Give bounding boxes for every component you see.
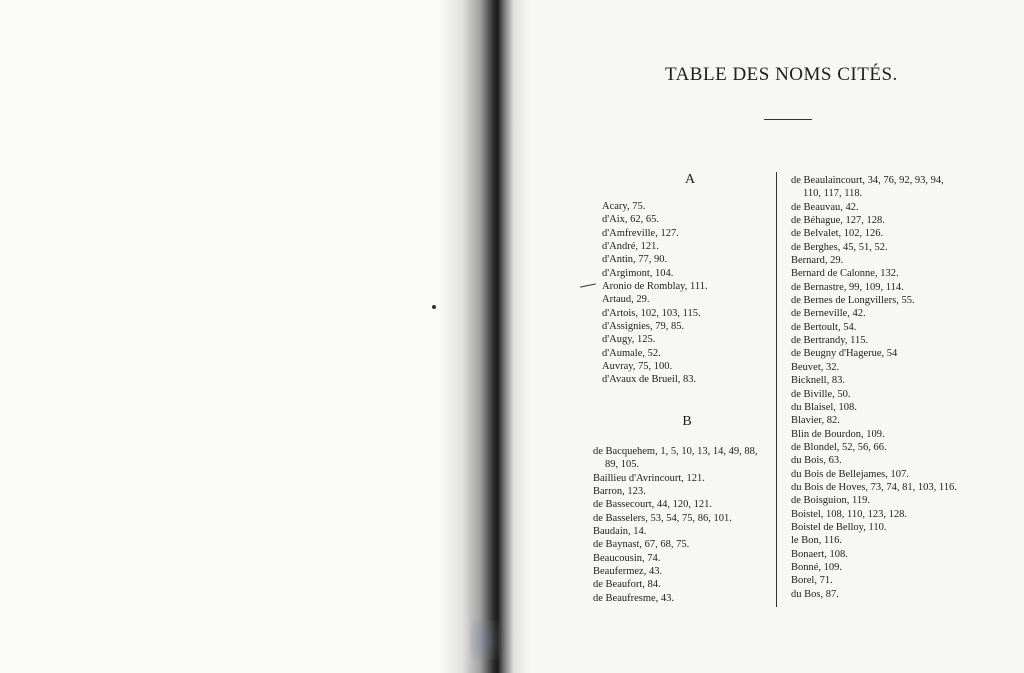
index-entry: de Belvalet, 102, 126. bbox=[791, 228, 884, 240]
index-entry-continuation: 110, 117, 118. bbox=[803, 188, 863, 200]
index-entry: Auvray, 75, 100. bbox=[602, 361, 673, 373]
index-entry: d'André, 121. bbox=[602, 241, 660, 253]
index-entry: Beaufermez, 43. bbox=[593, 566, 663, 578]
index-entry: Bicknell, 83. bbox=[791, 375, 845, 387]
index-entry: de Bernastre, 99, 109, 114. bbox=[791, 281, 904, 293]
index-entry: de Berghes, 45, 51, 52. bbox=[791, 241, 888, 253]
index-entry: Bernard, 29. bbox=[791, 255, 844, 267]
index-entry: de Bertrandy, 115. bbox=[791, 335, 869, 347]
index-entry: d'Aumale, 52. bbox=[602, 347, 661, 359]
section-letter-b: B bbox=[682, 414, 692, 429]
index-entry: de Bacquehem, 1, 5, 10, 13, 14, 49, 88, bbox=[593, 446, 758, 457]
book-gutter-shadow bbox=[440, 0, 530, 673]
index-entry: d'Amfreville, 127. bbox=[602, 227, 679, 239]
index-entry: de Bernes de Longvillers, 55. bbox=[791, 295, 915, 307]
index-entry: d'Antin, 77, 90. bbox=[602, 254, 668, 266]
index-entry: Blin de Bourdon, 109. bbox=[791, 428, 885, 440]
section-letter-a: A bbox=[684, 172, 696, 187]
column-divider bbox=[776, 172, 777, 607]
page-title: TABLE DES NOMS CITÉS. bbox=[665, 64, 898, 85]
index-entry: de Baynast, 67, 68, 75. bbox=[593, 539, 690, 551]
index-entry: de Boisguion, 119. bbox=[791, 495, 870, 507]
index-entry: du Bos, 87. bbox=[791, 588, 839, 600]
index-entry: Aronio de Romblay, 111. bbox=[602, 281, 708, 293]
index-entry: de Blondel, 52, 56, 66. bbox=[791, 441, 887, 453]
index-entry: le Bon, 116. bbox=[791, 535, 842, 547]
index-entry: de Basselers, 53, 54, 75, 86, 101. bbox=[593, 512, 732, 524]
index-entry: d'Avaux de Brueil, 83. bbox=[602, 374, 697, 386]
index-entry: Beaucousin, 74. bbox=[593, 552, 661, 564]
index-entry: d'Assignies, 79, 85. bbox=[602, 321, 685, 333]
index-entry: Baillieu d'Avrincourt, 121. bbox=[593, 472, 705, 484]
title-rule bbox=[764, 119, 812, 120]
index-entry: Bonaert, 108. bbox=[791, 548, 848, 560]
index-entry: d'Aix, 62, 65. bbox=[602, 214, 660, 226]
index-entry: de Beaulaincourt, 34, 76, 92, 93, 94, bbox=[791, 175, 944, 186]
index-entry: du Bois de Hoves, 73, 74, 81, 103, 116. bbox=[791, 481, 957, 493]
index-entry: Bonné, 109. bbox=[791, 561, 843, 573]
index-entry: d'Artois, 102, 103, 115. bbox=[602, 307, 701, 319]
index-entry: du Bois, 63. bbox=[791, 455, 842, 467]
index-entry: de Beauvau, 42. bbox=[791, 201, 859, 213]
index-entry-continuation: 89, 105. bbox=[605, 459, 640, 471]
index-entry: Boistel, 108, 110, 123, 128. bbox=[791, 508, 907, 520]
index-entry: d'Argimont, 104. bbox=[602, 267, 674, 279]
index-entry: Barron, 123. bbox=[593, 486, 646, 498]
index-entry: de Berneville, 42. bbox=[791, 308, 866, 320]
index-entry: d'Augy, 125. bbox=[602, 334, 656, 346]
index-entry: de Bassecourt, 44, 120, 121. bbox=[593, 499, 712, 511]
index-entry: du Bois de Bellejames, 107. bbox=[791, 468, 909, 480]
index-entry: de Beugny d'Hagerue, 54 bbox=[791, 348, 898, 360]
index-entry: de Béhague, 127, 128. bbox=[791, 215, 885, 227]
index-entry: Acary, 75. bbox=[602, 201, 646, 212]
index-entry: de Beaufresme, 43. bbox=[593, 592, 675, 604]
index-entry: Baudain, 14. bbox=[593, 526, 647, 538]
index-entry: Blavier, 82. bbox=[791, 415, 840, 427]
index-entry: du Blaisel, 108. bbox=[791, 401, 857, 413]
index-list-b-left bbox=[593, 445, 775, 605]
index-entry: Beuvet, 32. bbox=[791, 361, 840, 373]
ink-speck bbox=[432, 305, 436, 309]
index-entry: Borel, 71. bbox=[791, 575, 833, 587]
index-entry: Boistel de Belloy, 110. bbox=[791, 521, 887, 533]
index-entry: Artaud, 29. bbox=[602, 294, 650, 306]
index-list-b-right bbox=[791, 174, 991, 601]
index-entry: de Beaufort, 84. bbox=[593, 579, 661, 591]
index-list-a bbox=[602, 200, 777, 387]
index-entry: Bernard de Calonne, 132. bbox=[791, 268, 899, 280]
index-entry: de Bertoult, 54. bbox=[791, 321, 857, 333]
index-entry: de Biville, 50. bbox=[791, 388, 851, 400]
gutter-stain bbox=[470, 620, 500, 660]
left-page-blank bbox=[0, 0, 470, 673]
